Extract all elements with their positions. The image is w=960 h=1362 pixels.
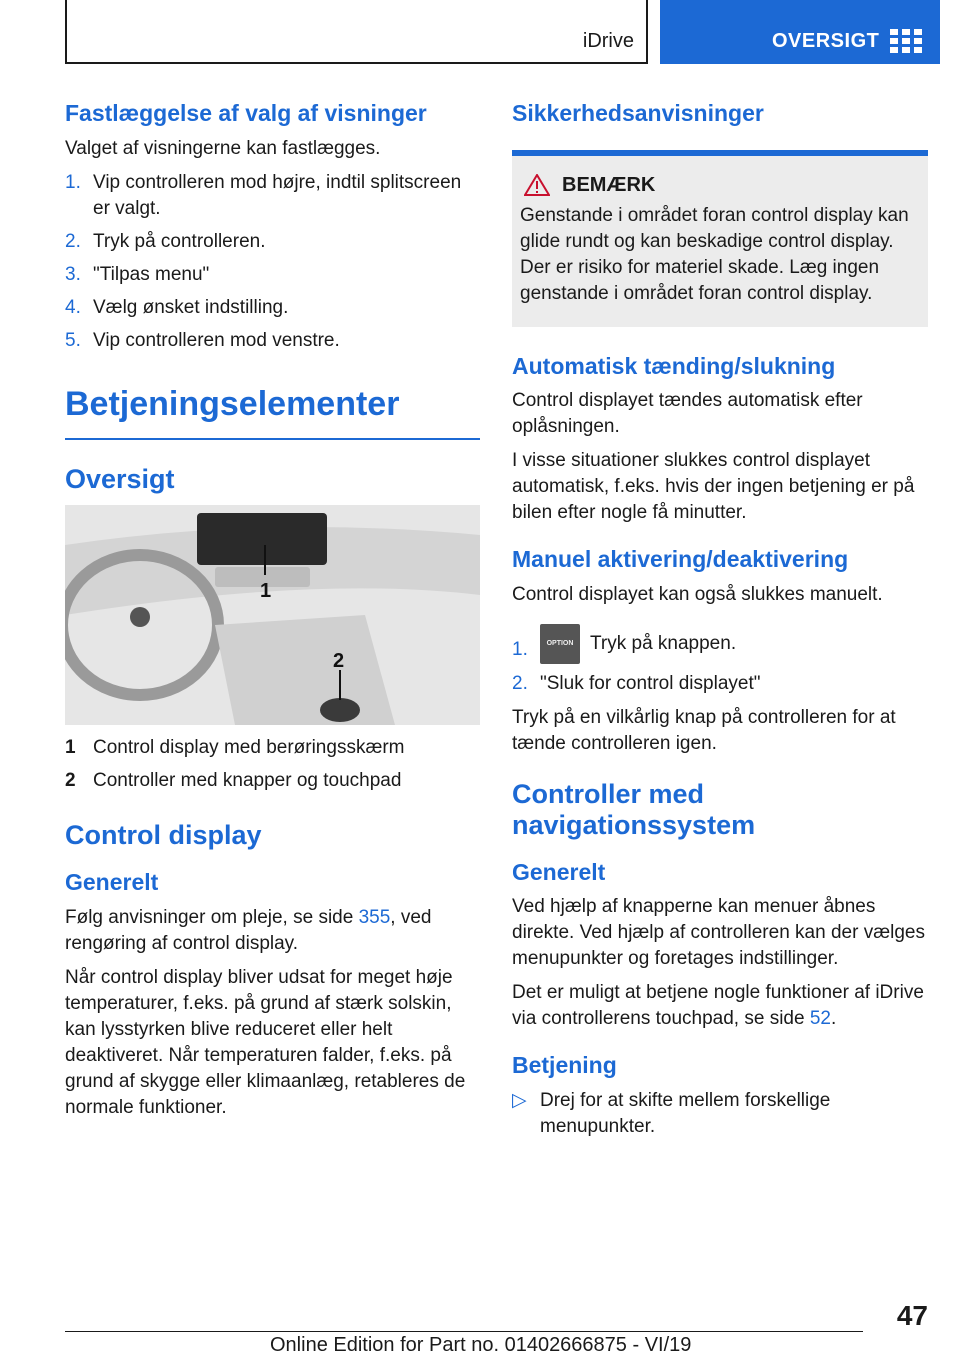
list-item: 3. "Tilpas menu" xyxy=(65,263,210,285)
manual-heading: Manuel aktivering/deaktivering xyxy=(512,546,849,573)
list-item: 1. Vip controlleren mod højre, indtil splitscreen er valgt. xyxy=(65,171,462,219)
general-heading: Generelt xyxy=(65,869,159,896)
general-paragraph-2: Når control display bliver udsat for meget høje temperaturer, f.eks. på grund af stærk solskin, kan lysstyrken blive reduceret eller helt deaktiveret. Når temperaturen falder, f.eks. på grund af skygge eller klimaanlæg, retableres de normale funktioner. xyxy=(65,967,466,1119)
list-item: 2. "Sluk for control displayet" xyxy=(512,672,761,694)
cockpit-drawing xyxy=(65,505,480,725)
right-column xyxy=(512,100,928,1148)
safety-heading: Sikkerhedsanvisninger xyxy=(512,100,764,126)
list-item: 2. Tryk på controlleren. xyxy=(65,230,266,252)
triangle-bullet-icon: ▷ xyxy=(512,1090,527,1112)
figure-captions xyxy=(65,735,480,794)
list-item: 4. Vælg ønsket indstilling. xyxy=(65,296,289,318)
auto-heading: Automatisk tænding/slukning xyxy=(512,352,836,379)
manual-steps xyxy=(512,624,928,697)
warning-triangle-icon xyxy=(524,174,550,196)
figure-label-1: 1 xyxy=(260,580,272,603)
list-item: 5. Vip controlleren mod venstre. xyxy=(65,329,340,351)
nav-paragraph-1: Ved hjælp af knapperne kan menuer åbnes direkte. Ved hjælp af controlleren kan der vælges menupunkter og foretages indstillinger. xyxy=(512,896,925,970)
page-link-52[interactable]: 52 xyxy=(809,1008,831,1030)
nav-controller-heading: Controller med navigationssystem xyxy=(512,778,756,840)
fix-views-heading: Fastlæggelse af valg af visninger xyxy=(65,100,427,126)
notice-box xyxy=(512,150,928,327)
list-item: 1. OPTION Tryk på knappen. xyxy=(512,624,928,664)
operation-bullets xyxy=(512,1088,928,1140)
overview-heading: Oversigt xyxy=(65,464,175,495)
notice-header xyxy=(520,174,920,197)
header-bar xyxy=(65,0,648,64)
left-column xyxy=(65,100,480,1129)
header-tab-oversigt[interactable] xyxy=(660,0,940,64)
general-paragraph-1: Følg anvisninger om pleje, se side 355, ved rengøring af control display. xyxy=(65,907,432,955)
page-number: 47 xyxy=(896,1300,928,1331)
control-display-heading: Control display xyxy=(65,820,262,851)
manual-paragraph-2: Tryk på en vilkårlig knap på controlleren for at tænde controlleren igen. xyxy=(512,706,896,754)
caption-item: 2 Controller med knapper og touchpad xyxy=(65,770,402,792)
notice-divider xyxy=(512,150,928,156)
header-section-title: iDrive xyxy=(582,30,634,52)
edition-info: Online Edition for Part no. 01402666875 - VI/19 xyxy=(270,1334,692,1356)
auto-paragraph-2: I visse situationer slukkes control displayet automatisk, f.eks. hvis der ingen betjening er på bilen efter nogle få minutter. xyxy=(512,450,915,524)
chapter-title: Betjeningselementer xyxy=(65,384,400,423)
chapter-divider xyxy=(65,438,480,440)
fix-views-intro: Valget af visningerne kan fastlægges. xyxy=(65,137,381,159)
nav-paragraph-2: Det er muligt at betjene nogle funktioner af iDrive via controllerens touchpad, se side 52. xyxy=(512,982,924,1030)
operation-heading: Betjening xyxy=(512,1052,617,1079)
list-item: ▷ Drej for at skifte mellem forskellige menupunkter. xyxy=(512,1090,831,1138)
notice-text: Genstande i området foran control display kan glide rundt og kan beskadige control display. Der er risiko for materiel skade. Læg ingen genstande i området foran control display. xyxy=(520,204,909,304)
grid-menu-icon xyxy=(890,29,922,53)
page-link-355[interactable]: 355 xyxy=(358,907,391,929)
nav-general-heading: Generelt xyxy=(512,858,606,885)
notice-label: BEMÆRK xyxy=(562,173,656,196)
footer-divider xyxy=(65,1331,863,1332)
header-tab-label: OVERSIGT xyxy=(772,30,880,52)
fix-views-steps xyxy=(65,170,480,354)
option-button-icon: OPTION xyxy=(540,624,580,664)
auto-paragraph-1: Control displayet tændes automatisk efter oplåsningen. xyxy=(512,390,863,438)
manual-paragraph-1: Control displayet kan også slukkes manuelt. xyxy=(512,583,883,605)
caption-item: 1 Control display med berøringsskærm xyxy=(65,737,405,759)
figure-label-2: 2 xyxy=(333,650,345,673)
cockpit-illustration xyxy=(65,505,480,725)
